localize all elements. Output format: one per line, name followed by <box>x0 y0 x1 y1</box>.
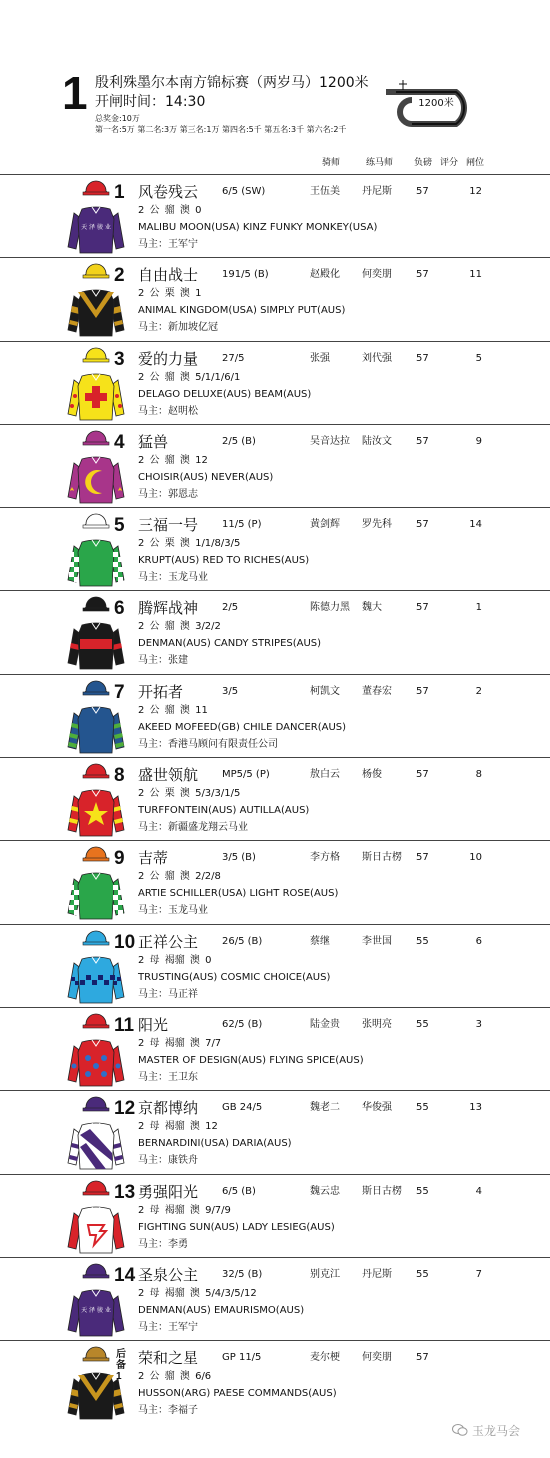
barrier-draw: 14 <box>469 519 482 531</box>
horse-name: 三福一号 <box>138 516 199 535</box>
horse-name: 正祥公主 <box>138 932 199 951</box>
runner-number: 4 <box>114 431 125 453</box>
barrier-draw: 10 <box>469 852 482 864</box>
horse-pedigree: TRUSTING(AUS) COSMIC CHOICE(AUS) <box>138 971 331 983</box>
horse-pedigree: TURFFONTEIN(AUS) AUTILLA(AUS) <box>138 805 310 817</box>
horse-name: 开拓者 <box>138 682 184 701</box>
barrier-draw: 3 <box>475 1018 482 1030</box>
trainer-name: 斯日古楞 <box>362 1185 402 1197</box>
carried-weight: 55 <box>416 1018 429 1030</box>
carried-weight: 57 <box>416 1352 429 1364</box>
horse-pedigree: MALIBU MOON(USA) KINZ FUNKY MONKEY(USA) <box>138 222 378 233</box>
horse-info: 2 母 褐骝 澳 9/7/9 <box>138 1204 231 1216</box>
horse-name: 腾辉战神 <box>138 599 199 618</box>
watermark-text: 玉龙马会 <box>472 1424 521 1438</box>
wechat-icon <box>452 1424 468 1436</box>
runner-row <box>0 174 550 257</box>
horse-name: 圣泉公主 <box>138 1265 199 1284</box>
carried-weight: 57 <box>416 435 429 447</box>
horse-info: 2 公 骝 澳 0 <box>138 205 202 216</box>
horse-owner: 马主：李勇 <box>138 1238 188 1250</box>
runner-row <box>0 1007 550 1090</box>
column-trainer: 练马师 <box>366 158 394 168</box>
horse-pedigree: MASTER OF DESIGN(AUS) FLYING SPICE(AUS) <box>138 1054 364 1066</box>
horse-odds: 32/5 (B) <box>222 1268 263 1280</box>
horse-name: 爱的力量 <box>138 349 199 368</box>
runner-row <box>0 1340 550 1423</box>
horse-name: 勇强阳光 <box>138 1182 199 1201</box>
jockey-name: 魏云忠 <box>310 1185 340 1197</box>
horse-info: 2 公 骝 澳 5/1/1/6/1 <box>138 371 241 383</box>
barrier-draw: 8 <box>475 769 482 781</box>
runner-row <box>0 840 550 923</box>
jockey-name: 魏老二 <box>310 1102 340 1114</box>
horse-owner: 马主：新加坡亿冠 <box>138 322 218 334</box>
carried-weight: 55 <box>416 935 429 947</box>
horse-info: 2 母 褐骝 澳 0 <box>138 954 212 966</box>
runner-number: 14 <box>114 1264 136 1286</box>
horse-pedigree: DENMAN(AUS) CANDY STRIPES(AUS) <box>138 638 322 650</box>
horse-owner: 马主：康铁舟 <box>138 1155 198 1167</box>
horse-pedigree: DENMAN(AUS) EMAURISMO(AUS) <box>138 1304 305 1316</box>
race-title: 殷利殊墨尔本南方锦标赛（两岁马）1200米 <box>95 75 369 91</box>
horse-odds: 2/5 (B) <box>222 435 256 447</box>
carried-weight: 55 <box>416 1268 429 1280</box>
runner-number: 2 <box>114 265 125 287</box>
runner-number: 1 <box>114 182 125 203</box>
trainer-name: 董春宏 <box>362 685 392 697</box>
horse-pedigree: KRUPT(AUS) RED TO RICHES(AUS) <box>138 555 310 567</box>
column-draw: 闸位 <box>466 158 485 168</box>
runner-number: 11 <box>114 1014 135 1036</box>
runner-number: 8 <box>114 765 125 787</box>
jockey-name: 陆金贵 <box>310 1018 340 1030</box>
barrier-draw: 7 <box>475 1268 482 1280</box>
trainer-name: 丹尼斯 <box>362 1268 392 1280</box>
trainer-name: 陆汝文 <box>362 435 392 447</box>
runner-row <box>0 507 550 590</box>
horse-owner: 马主：新疆盛龙翔云马业 <box>138 822 248 834</box>
horse-name: 吉蒂 <box>138 849 169 868</box>
jockey-name: 张强 <box>310 352 330 364</box>
trainer-name: 张明亮 <box>362 1018 392 1030</box>
runner-row <box>0 424 550 507</box>
runner-row <box>0 674 550 757</box>
horse-odds: 3/5 (B) <box>222 852 256 864</box>
horse-odds: 191/5 (B) <box>222 269 269 281</box>
jockey-name: 柯凯文 <box>310 685 340 697</box>
runner-number: 10 <box>114 931 136 953</box>
total-purse: 总奖金:10万 <box>95 114 140 123</box>
horse-odds: 6/5 (SW) <box>222 186 266 197</box>
runner-row <box>0 341 550 424</box>
horse-owner: 马主：王军宁 <box>138 1321 198 1333</box>
runner-row <box>0 257 550 340</box>
horse-info: 2 母 褐骝 澳 5/4/3/5/12 <box>138 1287 257 1299</box>
horse-pedigree: ANIMAL KINGDOM(USA) SIMPLY PUT(AUS) <box>138 305 346 317</box>
horse-odds: 26/5 (B) <box>222 935 263 947</box>
barrier-draw: 2 <box>475 685 482 697</box>
horse-odds: 11/5 (P) <box>222 519 262 531</box>
horse-pedigree: AKEED MOFEED(GB) CHILE DANCER(AUS) <box>138 721 347 733</box>
trainer-name: 何奕朋 <box>362 269 392 281</box>
runner-number: 3 <box>114 348 125 370</box>
jockey-name: 别克江 <box>310 1268 340 1280</box>
runner-number: 6 <box>114 598 125 620</box>
barrier-draw: 12 <box>469 186 482 197</box>
runner-number: 9 <box>114 848 125 870</box>
jockey-name: 吴音达拉 <box>310 435 350 447</box>
trainer-name: 斯日古楞 <box>362 852 402 864</box>
horse-odds: 6/5 (B) <box>222 1185 256 1197</box>
barrier-draw: 13 <box>469 1102 482 1114</box>
horse-name: 盛世领航 <box>138 766 199 785</box>
carried-weight: 57 <box>416 685 429 697</box>
horse-owner: 马主：张建 <box>138 655 188 667</box>
horse-owner: 马主：马正祥 <box>138 988 198 1000</box>
horse-info: 2 公 骝 澳 12 <box>138 454 208 466</box>
jockey-name: 陈德力黑 <box>310 602 350 614</box>
horse-info: 2 公 骝 澳 3/2/2 <box>138 621 221 633</box>
trainer-name: 魏大 <box>362 602 382 614</box>
horse-odds: 62/5 (B) <box>222 1018 263 1030</box>
column-headers <box>0 156 550 170</box>
column-rating: 评分 <box>440 158 459 168</box>
column-weight: 负磅 <box>414 158 433 168</box>
carried-weight: 57 <box>416 602 429 614</box>
runner-number: 后备1 <box>116 1349 126 1383</box>
race-start-time: 开闸时间：14:30 <box>95 94 206 110</box>
horse-owner: 马主：李福子 <box>138 1405 198 1417</box>
carried-weight: 55 <box>416 1102 429 1114</box>
carried-weight: 57 <box>416 519 429 531</box>
barrier-draw: 4 <box>475 1185 482 1197</box>
horse-info: 2 公 骝 澳 6/6 <box>138 1371 212 1383</box>
horse-info: 2 母 褐骝 澳 12 <box>138 1121 218 1133</box>
runner-row <box>0 590 550 673</box>
horse-odds: 2/5 <box>222 602 239 614</box>
horse-name: 风卷残云 <box>138 183 199 201</box>
trainer-name: 何奕朋 <box>362 1352 392 1364</box>
carried-weight: 57 <box>416 269 429 281</box>
horse-owner: 马主：玉龙马业 <box>138 572 208 584</box>
horse-pedigree: DELAGO DELUXE(AUS) BEAM(AUS) <box>138 388 312 400</box>
horse-name: 京都博纳 <box>138 1099 199 1118</box>
jockey-name: 蔡继 <box>310 935 330 947</box>
runner-number: 12 <box>114 1098 136 1120</box>
svg-text:天 泽 骏 业: 天 泽 骏 业 <box>81 1306 111 1314</box>
race-header <box>0 0 550 140</box>
horse-pedigree: FIGHTING SUN(AUS) LADY LESIEG(AUS) <box>138 1221 335 1233</box>
runner-row <box>0 1257 550 1340</box>
horse-owner: 马主：香港马顾问有限责任公司 <box>138 738 278 750</box>
horse-owner: 马主：王卫东 <box>138 1071 198 1083</box>
jockey-name: 敖白云 <box>310 769 340 781</box>
horse-info: 2 母 褐骝 澳 7/7 <box>138 1037 222 1049</box>
carried-weight: 57 <box>416 852 429 864</box>
runner-row <box>0 1174 550 1257</box>
trainer-name: 罗先科 <box>362 519 392 531</box>
carried-weight: 57 <box>416 186 429 197</box>
horse-owner: 马主：王军宁 <box>138 239 198 250</box>
barrier-draw: 1 <box>475 602 482 614</box>
horse-info: 2 公 骝 澳 2/2/8 <box>138 871 221 883</box>
runner-number: 13 <box>114 1181 136 1203</box>
column-jockey: 骑师 <box>322 158 341 168</box>
trainer-name: 华俊强 <box>362 1102 392 1114</box>
carried-weight: 57 <box>416 352 429 364</box>
runner-number: 7 <box>114 681 125 703</box>
watermark <box>452 1424 520 1438</box>
runner-number: 5 <box>114 515 125 537</box>
horse-owner: 马主：赵明松 <box>138 405 198 417</box>
prize-breakdown: 第一名:5万 第二名:3万 第三名:1万 第四名:5千 第五名:3千 第六名:2千 <box>95 125 347 134</box>
carried-weight: 57 <box>416 769 429 781</box>
track-distance-label: 1200米 <box>418 98 454 109</box>
carried-weight: 55 <box>416 1185 429 1197</box>
horse-name: 自由战士 <box>138 266 199 285</box>
runner-row <box>0 1090 550 1173</box>
horse-odds: GP 11/5 <box>222 1352 262 1364</box>
horse-info: 2 公 栗 澳 1 <box>138 288 202 300</box>
horse-odds: 27/5 <box>222 352 245 364</box>
horse-info: 2 公 栗 澳 1/1/8/3/5 <box>138 538 241 550</box>
horse-odds: 3/5 <box>222 685 239 697</box>
horse-name: 荣和之星 <box>138 1349 199 1368</box>
jockey-name: 王伍美 <box>310 186 340 197</box>
jockey-name: 黄剑辉 <box>310 519 340 531</box>
trainer-name: 杨俊 <box>362 769 382 781</box>
runner-list <box>0 174 550 1423</box>
barrier-draw: 9 <box>475 435 482 447</box>
jockey-name: 李方格 <box>310 852 340 864</box>
trainer-name: 丹尼斯 <box>362 186 392 197</box>
horse-owner: 马主：郭恩志 <box>138 488 198 500</box>
horse-odds: GB 24/5 <box>222 1102 263 1114</box>
horse-pedigree: CHOISIR(AUS) NEVER(AUS) <box>138 471 274 483</box>
race-number: 1 <box>62 67 88 119</box>
runner-row <box>0 757 550 840</box>
trainer-name: 李世国 <box>362 935 392 947</box>
horse-info: 2 公 栗 澳 5/3/3/1/5 <box>138 788 241 800</box>
horse-odds: MP5/5 (P) <box>222 769 270 781</box>
jockey-name: 赵殿化 <box>310 269 340 281</box>
horse-pedigree: ARTIE SCHILLER(USA) LIGHT ROSE(AUS) <box>138 888 339 900</box>
horse-owner: 马主：玉龙马业 <box>138 905 208 917</box>
horse-info: 2 公 骝 澳 11 <box>138 704 208 716</box>
jockey-name: 麦尔梗 <box>310 1352 340 1364</box>
barrier-draw: 6 <box>475 935 482 947</box>
svg-text:天 泽 骏 业: 天 泽 骏 业 <box>81 224 111 231</box>
barrier-draw: 5 <box>475 352 482 364</box>
trainer-name: 刘代强 <box>362 352 392 364</box>
horse-name: 猛兽 <box>138 432 169 451</box>
runner-row <box>0 924 550 1007</box>
horse-pedigree: HUSSON(ARG) PAESE COMMANDS(AUS) <box>138 1388 337 1400</box>
barrier-draw: 11 <box>469 269 482 281</box>
horse-pedigree: BERNARDINI(USA) DARIA(AUS) <box>138 1138 292 1150</box>
horse-name: 阳光 <box>138 1015 169 1034</box>
